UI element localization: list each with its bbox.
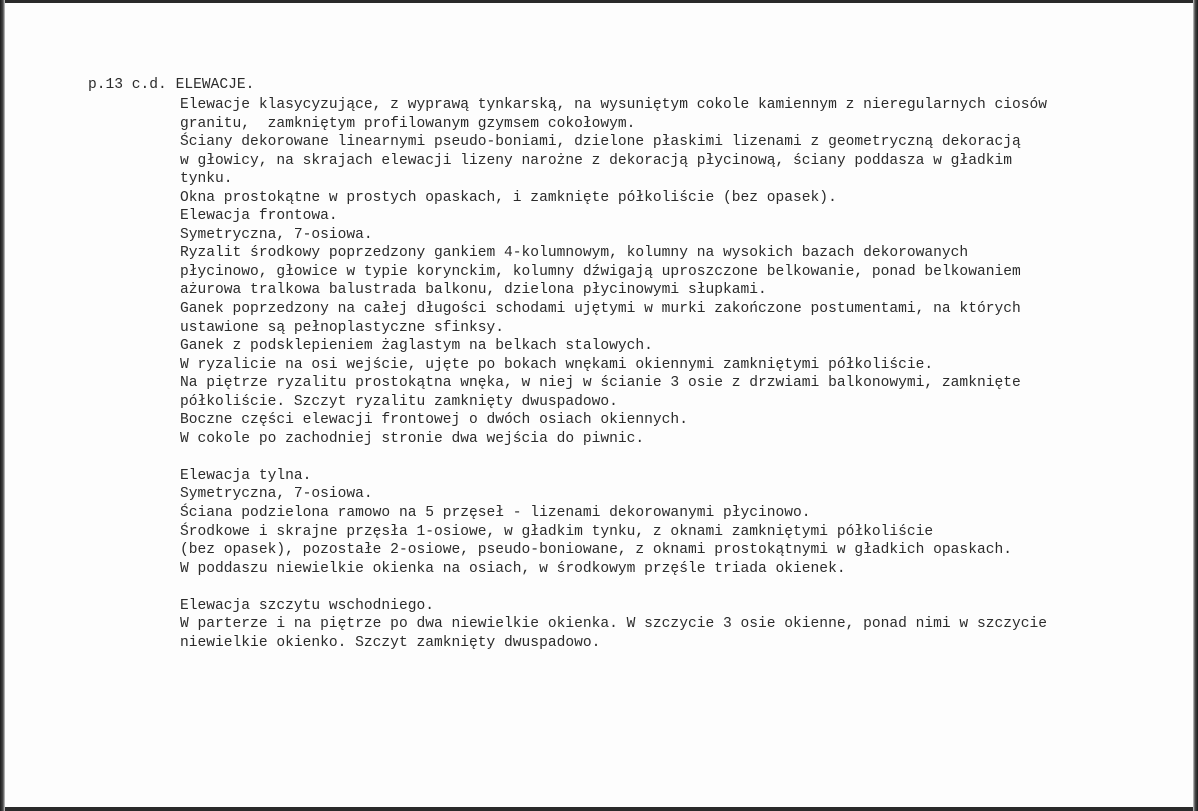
- page-reference: p.13 c.d.: [88, 77, 167, 93]
- text-line: Elewacje klasycyzujące, z wyprawą tynkarską, na wysuniętym cokole kamiennym z nieregularnych ciosów: [180, 97, 1048, 113]
- text-line: W parterze i na piętrze po dwa niewielkie okienka. W szczycie 3 osie okienne, ponad nimi w szczycie: [180, 616, 1048, 633]
- text-line: ustawione są pełnoplastyczne sfinksy.: [180, 319, 505, 336]
- text-line: półkoliście. Szczyt ryzalitu zamknięty dwuspadowo.: [180, 393, 618, 410]
- text-line: Ściana podzielona ramowo na 5 przęseł - lizenami dekorowanymi płycinowo.: [180, 505, 811, 522]
- text-line: Ściany dekorowane linearnymi pseudo-boniami, dzielone płaskimi lizenami z geometryczną dekoracją: [180, 134, 1021, 151]
- text-line: W poddaszu niewielkie okienka na osiach, w środkowym przęśle triada okienek.: [180, 560, 846, 577]
- text-line: płycinowo, głowice w typie korynckim, kolumny dźwigają uproszczone belkowanie, ponad belkowaniem: [180, 263, 1021, 280]
- text-line: (bez opasek), pozostałe 2-osiowe, pseudo-boniowane, z oknami prostokątnymi w gładkich opaskach.: [180, 542, 1012, 559]
- document-body: [180, 96, 1047, 652]
- scan-border-top: [0, 0, 1198, 3]
- text-line: Na piętrze ryzalitu prostokątna wnęka, w niej w ścianie 3 osie z drzwiami balkonowymi, zamknięte: [180, 375, 1021, 392]
- scan-border-right: [1193, 0, 1198, 811]
- text-line: tynku.: [180, 171, 233, 188]
- scan-border-bottom: [0, 807, 1198, 811]
- text-line: Symetryczna, 7-osiowa.: [180, 226, 373, 243]
- text-line: W ryzalicie na osi wejście, ujęte po bokach wnękami okiennymi zamkniętymi półkoliście.: [180, 356, 934, 373]
- text-line: granitu, zamkniętym profilowanym gzymsem cokołowym.: [180, 115, 636, 132]
- text-line: Okna prostokątne w prostych opaskach, i zamknięte półkoliście (bez opasek).: [180, 189, 837, 206]
- subsection-heading: Elewacja frontowa.: [180, 208, 338, 225]
- paragraph-gap: [180, 448, 1047, 467]
- text-line: Środkowe i skrajne przęsła 1-osiowe, w gładkim tynku, z oknami zamkniętymi półkoliście: [180, 523, 934, 540]
- paragraph-gap: [180, 578, 1047, 597]
- scan-border-left: [0, 0, 5, 811]
- text-line: Boczne części elewacji frontowej o dwóch osiach okiennych.: [180, 412, 688, 429]
- subsection-heading: Elewacja szczytu wschodniego.: [180, 597, 434, 614]
- text-line: Ganek poprzedzony na całej długości schodami ujętymi w murki zakończone postumentami, na których: [180, 301, 1021, 318]
- text-line: ażurowa tralkowa balustrada balkonu, dzielona płycinowymi słupkami.: [180, 282, 767, 299]
- text-line: Symetryczna, 7-osiowa.: [180, 486, 373, 503]
- text-line: Ganek z podsklepieniem żaglastym na belkach stalowych.: [180, 338, 653, 355]
- section-title: ELEWACJE.: [175, 77, 255, 93]
- text-line: Ryzalit środkowy poprzedzony gankiem 4-kolumnowym, kolumny na wysokich bazach dekorowanych: [180, 245, 969, 262]
- text-line: w głowicy, na skrajach elewacji lizeny narożne z dekoracją płycinową, ściany poddasza w gładkim: [180, 152, 1012, 169]
- section-header: [88, 76, 254, 95]
- text-line: niewielkie okienko. Szczyt zamknięty dwuspadowo.: [180, 634, 601, 651]
- text-line: W cokole po zachodniej stronie dwa wejścia do piwnic.: [180, 430, 645, 447]
- subsection-heading: Elewacja tylna.: [180, 467, 312, 484]
